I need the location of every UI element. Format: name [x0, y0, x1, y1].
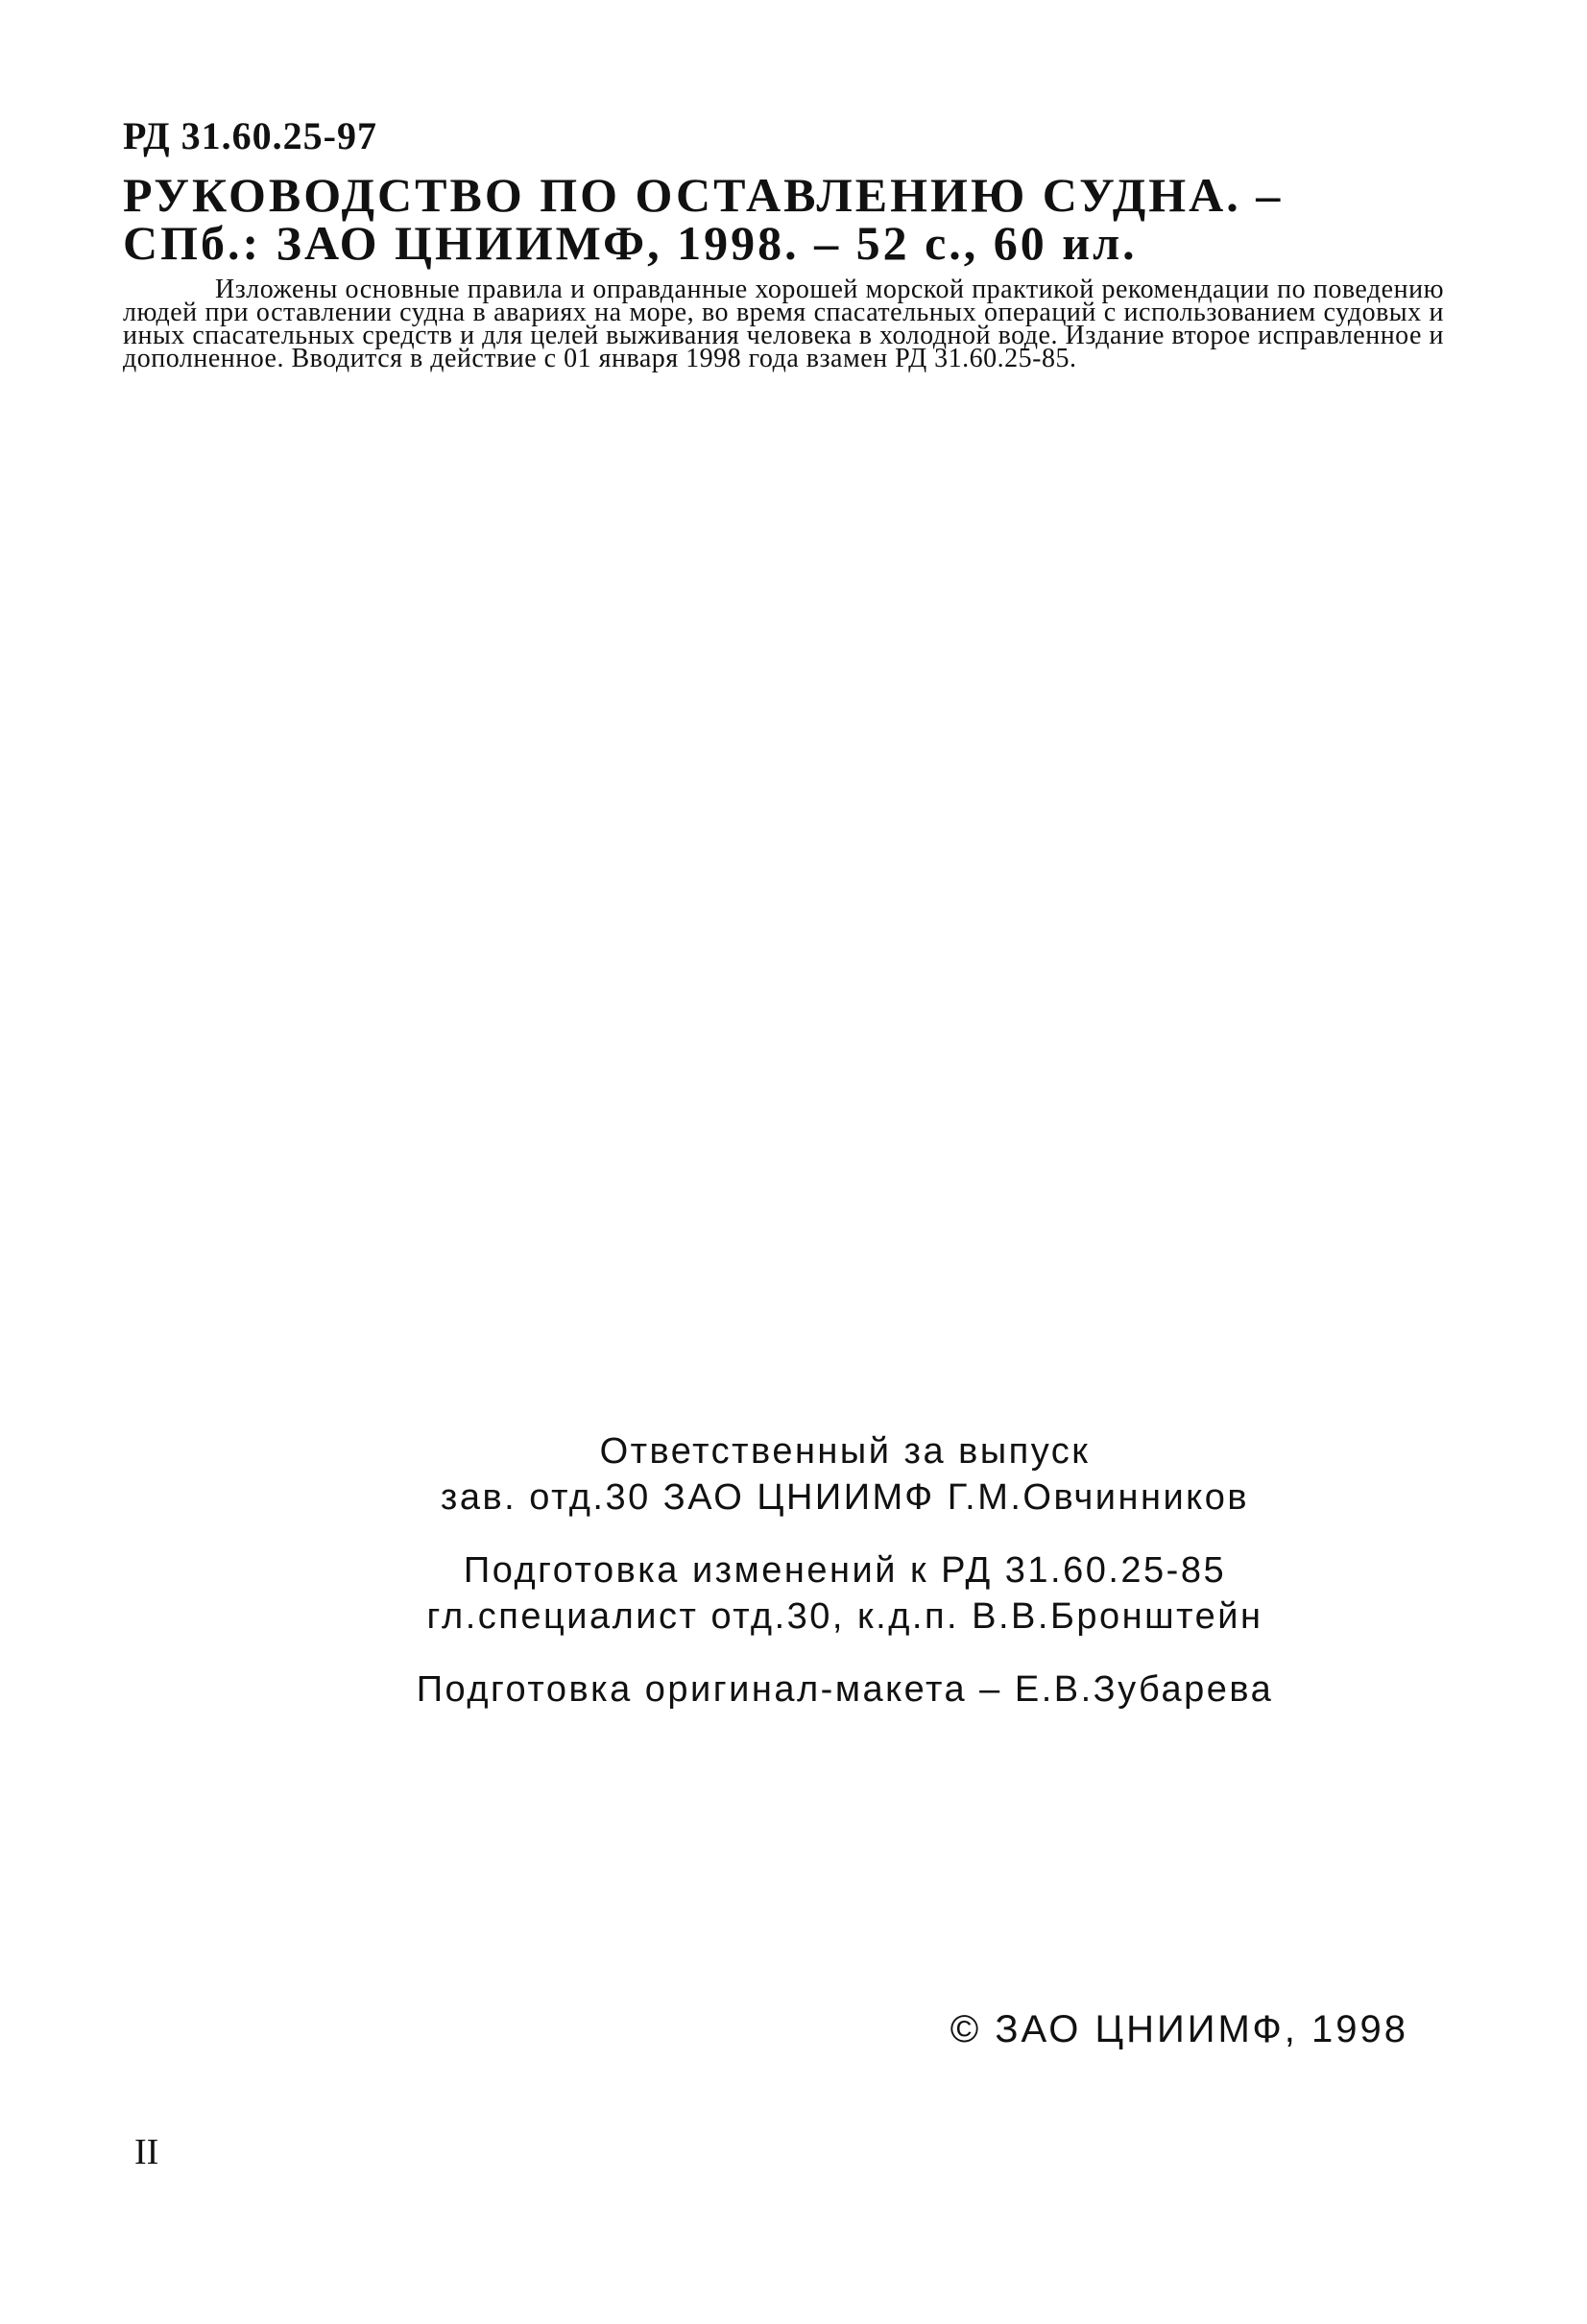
layout-person: Подготовка оригинал-макета – Е.В.Зубарева [416, 1669, 1274, 1710]
copyright-notice: © ЗАО ЦНИИМФ, 1998 [950, 2008, 1408, 2050]
title-line-1: РУКОВОДСТВО ПО ОСТАВЛЕНИЮ СУДНА. – [123, 168, 1284, 222]
changes-credit [192, 1547, 1498, 1640]
responsible-credit [192, 1428, 1498, 1521]
responsible-title: Ответственный за выпуск [599, 1431, 1091, 1472]
document-code: РД 31.60.25-97 [123, 114, 377, 157]
page-number: II [134, 2132, 159, 2172]
changes-person: гл.специалист отд.30, к.д.п. В.В.Бронштейн [426, 1596, 1263, 1637]
title-line-2: СПб.: ЗАО ЦНИИМФ, 1998. – 52 с., 60 ил. [123, 216, 1138, 270]
changes-title: Подготовка изменений к РД 31.60.25-85 [463, 1550, 1227, 1591]
document-title [123, 168, 1467, 270]
layout-credit [192, 1666, 1498, 1713]
abstract-paragraph: Изложены основные правила и оправданные хорошей морской практикой рекомендации по поведению людей при оставлении судна в авариях на море, во время спасательных операций с использованием судовых и иных спасательных средств и для целей выживания человека в холодной воде. Издание второе исправленное и дополненное. Вводится в действие с 01 января 1998 года взамен РД 31.60.25-85. [123, 275, 1444, 373]
credits-block [192, 1428, 1498, 1739]
responsible-person: зав. отд.30 ЗАО ЦНИИМФ Г.М.Овчинников [440, 1477, 1250, 1518]
